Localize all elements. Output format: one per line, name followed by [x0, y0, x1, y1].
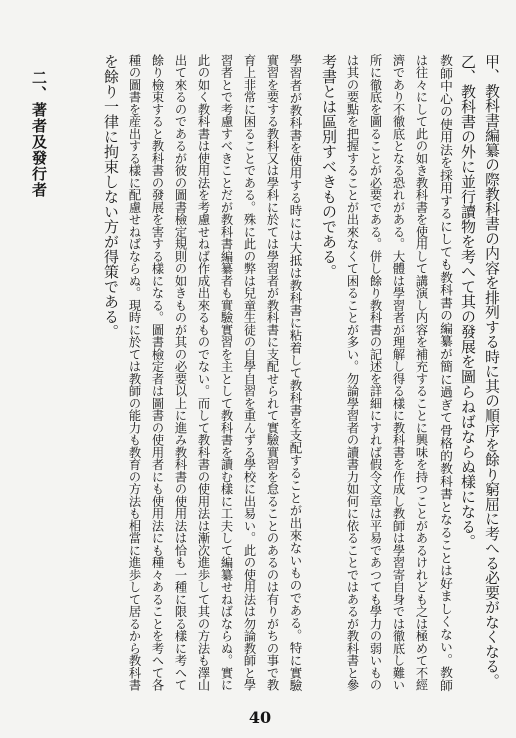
body-line: 學習者が教科書を使用する時には大抵は教科書に粘着して教科書を支配することが出來ないものである。特に實驗 — [288, 54, 303, 692]
body-line: は往々にして此の如き教科書を使用して講演し内容を補充することに興味を持つことがあるけれども之は極めて不經 — [414, 54, 428, 691]
list-item-otsu: 乙、教科書の外に並行讀物を考へて其の發展を圖らねばならぬ樣になる。 — [459, 54, 477, 549]
page-number: 40 — [248, 708, 272, 727]
body-line: 此の如く教科書は使用法を考慮せねば作成出來るものでない。而して教科書の使用法は漸次進歩して其の方法も澤山 — [196, 54, 210, 691]
body-line: を餘り一律に拘束しない方が得策である。 — [102, 54, 120, 339]
body-line: 實習を要する教科又は學科に於ては學習者が教科書に支配せられて實驗實習を怠ることのあるのは有りがちの事で教 — [265, 54, 279, 691]
section-heading: 二、著者及發行者 — [30, 70, 48, 198]
body-line: 餘り檢束すると教科書の發展を害する樣になる。圖書檢定者は圖書の使用者にも使用法にも種々あることを考へて各 — [150, 54, 164, 691]
body-line: 濟であり不徹底となる恐れがある。大體は學習者が理解し得る樣に教科書を作成し教師は學習寄自身では徹底し難い — [391, 54, 405, 691]
body-line: 育上非常に困ることである。殊に此の弊は兒童生徒の自學自習を重んずる學校に出易い。此の使用法は勿論教師と學 — [242, 54, 256, 691]
body-line: は其の要點を把握することが出來なくて困ることが多い。勿論學習者の讀書力如何に依ることではあるが教科書と參 — [345, 54, 359, 691]
body-line: 習者とで考慮すべきことだが教科書編纂者も實驗實習を主として教科書を讀む樣に工夫して編纂せねばならぬ。實に — [219, 54, 233, 691]
body-line: 教師中心の使用法を採用するにしても教科書の編纂が簡に過ぎて骨格的教科書となることは好ましくない。教師 — [437, 54, 452, 692]
body-line: 出て來るのであるが彼の圖書檢定規則の如きものが其の必要以上に進み教科書の使用法は恰も一種に限る樣に考へて — [173, 54, 187, 691]
body-line: 考書とは區別すべきものである。 — [320, 54, 338, 279]
body-line: 所に徹底を圖ることが必要である。併し餘り教科書の記述を詳細にすれば假令文章は平易であつても學力の弱いもの — [368, 54, 382, 691]
list-item-kou: 甲、教科書編纂の際教科書の内容を排列する時に其の順序を餘り窮屈に考へる必要がなくなる。 — [483, 54, 500, 689]
body-line: 種の圖書を産出する樣に配慮せねばならぬ。現時に於ては教師の能力も教育の方法も相當に進歩して居るから教科書 — [127, 54, 141, 691]
